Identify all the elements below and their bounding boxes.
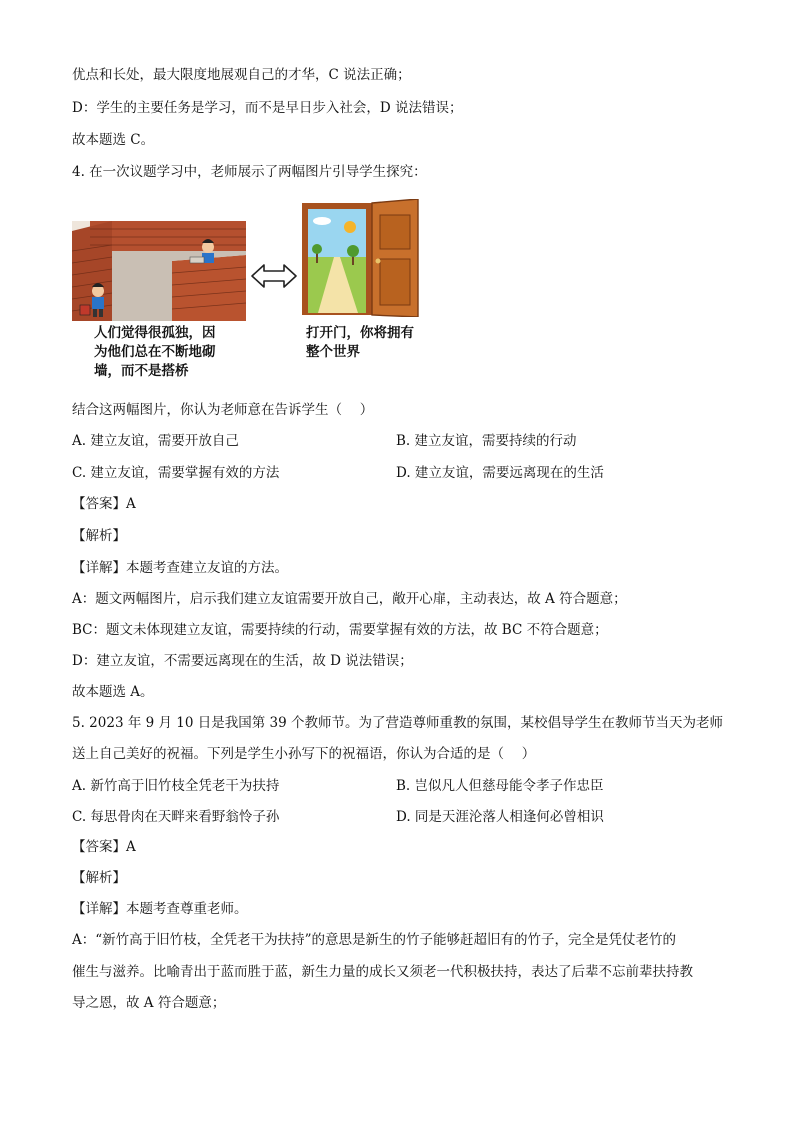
answer-label: 【答案】A [72,496,136,512]
q4-option-b: B. 建立友谊，需要持续的行动 [396,433,577,449]
q5-option-d: D. 同是天涯沦落人相逢何必曾相识 [396,809,604,825]
caption-line: 整个世界 [306,344,360,360]
text-line: 优点和长处，最大限度地展观自己的才华，C 说法正确； [72,67,411,83]
q5-option-c: C. 每思骨肉在天畔来看野翁怜子孙 [72,809,280,825]
q5-option-a: A. 新竹高于旧竹枝全凭老干为扶持 [72,778,280,794]
q4-option-d: D. 建立友谊，需要远离现在的生活 [396,465,604,481]
text-line: D：建立友谊，不需要远离现在的生活，故 D 说法错误； [72,653,413,669]
question-4-title: 4. 在一次议题学习中，老师展示了两幅图片引导学生探究： [72,164,427,180]
detail-line: 【详解】本题考查尊重老师。 [72,901,248,917]
double-arrow-icon [250,262,298,290]
caption-line: 为他们总在不断地砌 [94,344,216,360]
left-figure-caption [94,324,216,381]
caption-line: 墙，而不是搭桥 [94,363,189,379]
text-line: 催生与滋养。比喻青出于蓝而胜于蓝，新生力量的成长又须老一代积极扶持，表达了后辈不忘前辈扶持教 [72,964,693,980]
question-4-stem: 结合这两幅图片，你认为老师意在告诉学生（ ） [72,402,374,418]
analysis-label: 【解析】 [72,528,126,544]
open-door-illustration [300,199,422,317]
text-line: BC：题文未体现建立友谊，需要持续的行动，需要掌握有效的方法，故 BC 不符合题意； [72,622,608,638]
q5-option-b: B. 岂似凡人但慈母能令孝子作忠臣 [396,778,604,794]
q4-option-a: A. 建立友谊，需要开放自己 [72,433,239,449]
detail-line: 【详解】本题考查建立友谊的方法。 [72,560,288,576]
caption-line: 打开门，你将拥有 [306,325,414,341]
answer-label: 【答案】A [72,839,136,855]
text-line: D：学生的主要任务是学习，而不是早日步入社会，D 说法错误； [72,100,463,116]
text-line: 故本题选 C。 [72,132,155,148]
brick-wall-illustration [72,221,246,321]
right-figure-caption [306,324,414,362]
analysis-label: 【解析】 [72,870,126,886]
text-line: A：题文两幅图片，启示我们建立友谊需要开放自己，敞开心扉，主动表达，故 A 符合题意； [72,591,627,607]
text-line: 导之恩，故 A 符合题意； [72,995,226,1011]
q4-option-c: C. 建立友谊，需要掌握有效的方法 [72,465,280,481]
question-5-title: 5. 2023 年 9 月 10 日是我国第 39 个教师节。为了营造尊师重教的氛围，某校倡导学生在教师节当天为老师 [72,715,724,731]
text-line: 故本题选 A。 [72,684,154,700]
question-5-title-cont: 送上自己美好的祝福。下列是学生小孙写下的祝福语，你认为合适的是（ ） [72,746,536,762]
text-line: A：“新竹高于旧竹枝，全凭老干为扶持”的意思是新生的竹子能够赶超旧有的竹子，完全是凭仗老竹的 [72,932,677,948]
caption-line: 人们觉得很孤独，因 [94,325,216,341]
